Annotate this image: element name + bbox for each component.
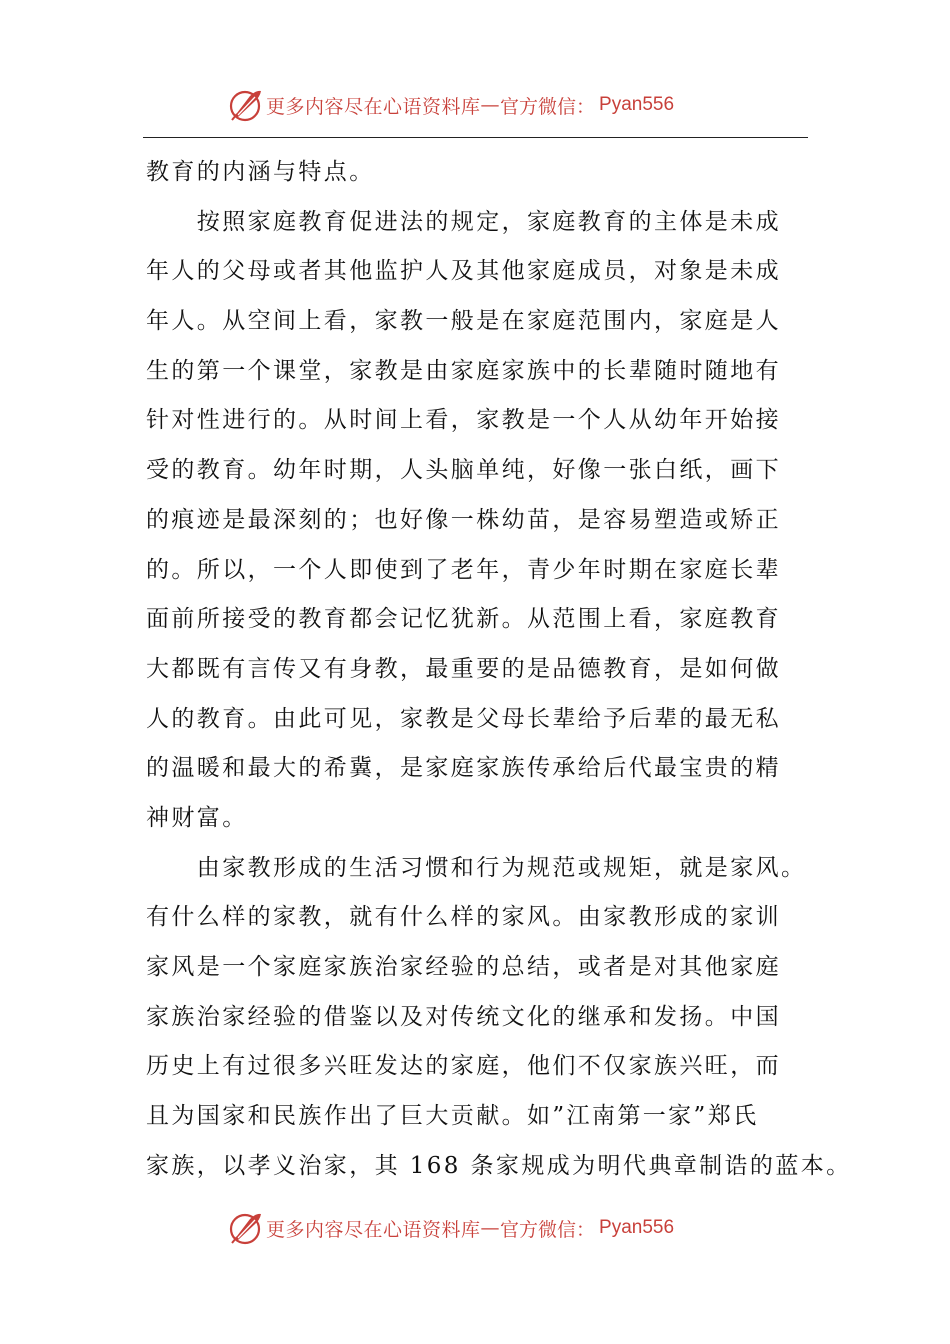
quill-pen-logo-icon [228, 1210, 264, 1246]
footer-banner-text: 更多内容尽在心语资料库 [266, 1218, 481, 1241]
text-line: 有什么样的家教，就有什么样的家风。由家教形成的家训 [146, 904, 781, 931]
header-banner-dash: — [480, 94, 501, 116]
article-body [146, 148, 852, 1191]
text-line: 家风是一个家庭家族治家经验的总结，或者是对其他家庭 [146, 954, 781, 980]
text-line: 教育的内涵与特点。 [146, 159, 375, 185]
text-line: 按照家庭教育促进法的规定，家庭教育的主体是未成 [146, 208, 781, 235]
text-line: 人的教育。由此可见，家教是父母长辈给予后辈的最无私 [146, 705, 781, 732]
footer-wechat-label: 官方微信： [500, 1218, 596, 1241]
text-line: 生的第一个课堂，家教是由家庭家族中的长辈随时随地有 [146, 357, 781, 384]
text-line: 面前所接受的教育都会记忆犹新。从范围上看，家庭教育 [146, 606, 781, 633]
footer-banner [0, 1203, 950, 1253]
text-line: 家族，以孝义治家，其 168 条家规成为明代典章制诰的蓝本。 [146, 1152, 852, 1179]
footer-banner-dash: — [480, 1217, 501, 1239]
text-line: 的。所以，一个人即使到了老年，青少年时期在家庭长辈 [146, 556, 781, 583]
text-line: 历史上有过很多兴旺发达的家庭，他们不仅家族兴旺，而 [146, 1053, 781, 1080]
text-line: 的痕迹是最深刻的；也好像一株幼苗，是容易塑造或矫正 [146, 506, 781, 533]
footer-banner-content [228, 1203, 674, 1253]
text-line: 家族治家经验的借鉴以及对传统文化的继承和发扬。中国 [146, 1003, 781, 1030]
text-line: 由家教形成的生活习惯和行为规范或规矩，就是家风。 [146, 854, 807, 881]
text-line: 神财富。 [146, 804, 248, 831]
header-banner [0, 80, 950, 130]
text-line: 的温暖和最大的希冀，是家庭家族传承给后代最宝贵的精 [146, 755, 781, 782]
header-divider [143, 137, 808, 138]
text-line: 针对性进行的。从时间上看，家教是一个人从幼年开始接 [146, 407, 781, 434]
footer-wechat-id: Pyan556 [599, 1217, 675, 1238]
text-line: 且为国家和民族作出了巨大贡献。如”江南第一家”郑氏 [146, 1103, 759, 1130]
header-wechat-id: Pyan556 [599, 94, 675, 115]
header-banner-text: 更多内容尽在心语资料库 [266, 95, 481, 118]
quill-pen-logo-icon [228, 87, 264, 123]
header-wechat-label: 官方微信： [500, 95, 596, 118]
text-line: 受的教育。幼年时期，人头脑单纯，好像一张白纸，画下 [146, 457, 781, 484]
text-line: 大都既有言传又有身教，最重要的是品德教育，是如何做 [146, 655, 781, 682]
text-line: 年人。从空间上看，家教一般是在家庭范围内，家庭是人 [146, 308, 781, 335]
text-line: 年人的父母或者其他监护人及其他家庭成员，对象是未成 [146, 258, 781, 285]
header-banner-content [228, 80, 674, 130]
